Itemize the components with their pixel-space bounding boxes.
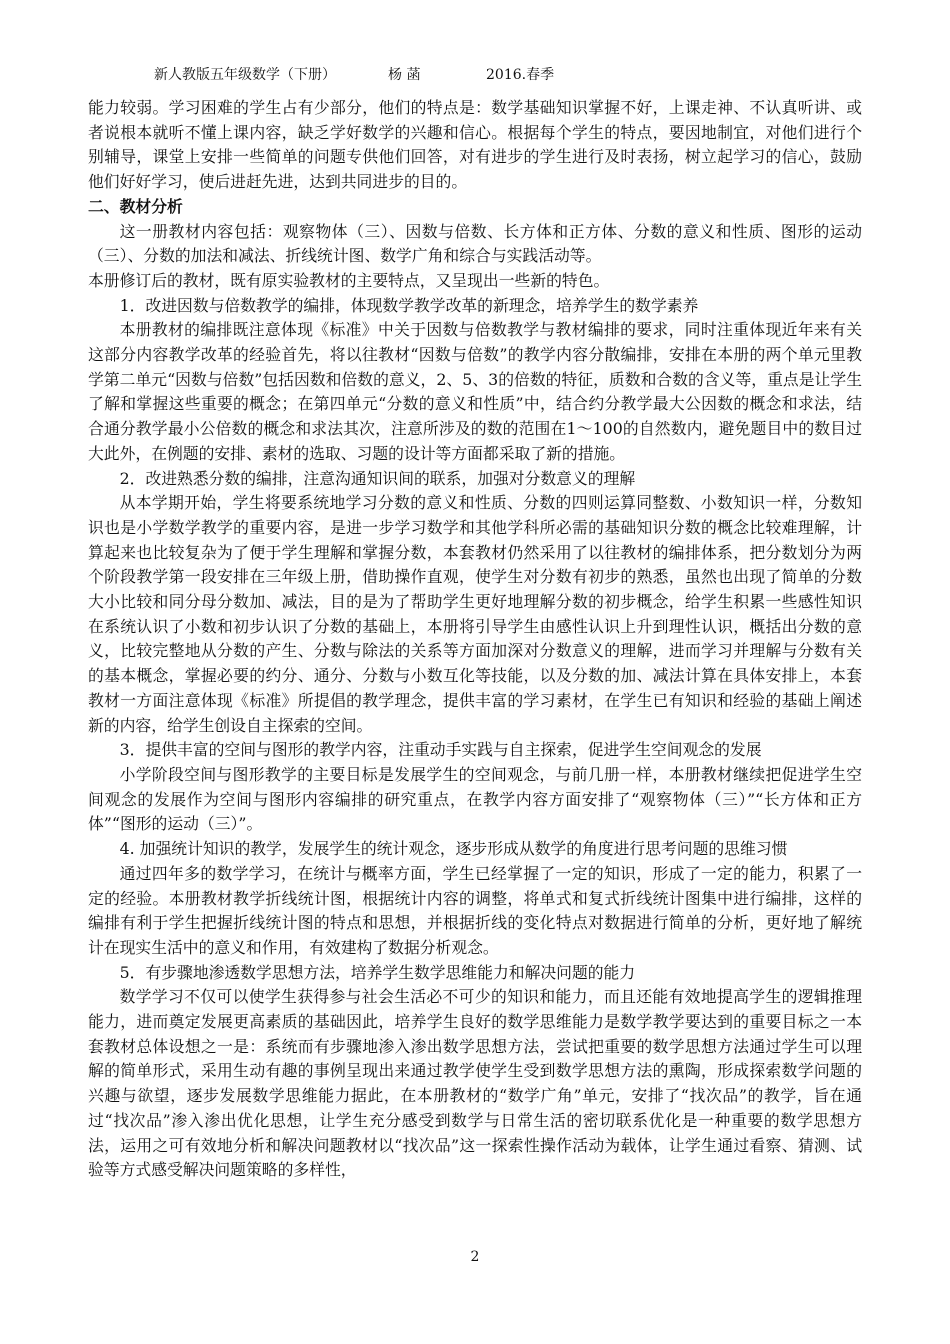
page-header — [0, 64, 950, 86]
section-heading-textbook-analysis: 二、教材分析 — [88, 196, 183, 216]
paragraph-contents: 这一册教材内容包括：观察物体（三）、因数与倍数、长方体和正方体、分数的意义和性质、图形的运动（三）、分数的加法和减法、折线统计图、数学广角和综合与实践活动等。 — [88, 221, 862, 266]
paragraph-statistics: 通过四年多的数学学习，在统计与概率方面，学生已经掌握了一定的知识，形成了一定的能力，积累了一定的经验。本册教材教学折线统计图，根据统计内容的调整，将单式和复式折线统计图集中进行编排，这样的编排有利于学生把握折线统计图的特点和思想，并根据折线的变化特点对数据进行简单的分析，更好地了解统计在现实生活中的意义和作用，有效建构了数据分析观念。 — [88, 863, 862, 957]
header-term: 2016.春季 — [486, 67, 555, 83]
paragraph-space-geometry: 小学阶段空间与图形教学的主要目标是发展学生的空间观念，与前几册一样，本册教材继续把促进学生空间观念的发展作为空间与图形内容编排的研究重点，在教学内容方面安排了“观察物体（三）”“长方体和正方体”“图形的运动（三）”。 — [88, 764, 862, 834]
subheading-4: 4. 加强统计知识的教学，发展学生的统计观念，逐步形成从数学的角度进行思考问题的思维习惯 — [119, 839, 788, 859]
paragraph-features-intro: 本册修订后的教材，既有原实验教材的主要特点，又呈现出一些新的特色。 — [88, 270, 610, 290]
subheading-3: 3．提供丰富的空间与图形的教学内容，注重动手实践与自主探索，促进学生空间观念的发展 — [119, 740, 762, 760]
subheading-1: 1．改进因数与倍数教学的编排，体现数学教学改革的新理念，培养学生的数学素养 — [119, 295, 699, 315]
subheading-2: 2．改进熟悉分数的编排，注意沟通知识间的联系，加强对分数意义的理解 — [119, 468, 636, 488]
paragraph-fractions: 从本学期开始，学生将要系统地学习分数的意义和性质、分数的四则运算同整数、小数知识一样，分数知识也是小学数学教学的重要内容，是进一步学习数学和其他学科所必需的基础知识分数的概念比较难理解，计算起来也比较复杂为了便于学生理解和掌握分数，本套教材仍然采用了以往教材的编排体系，把分数划分为两个阶段教学第一段安排在三年级上册，借助操作直观，使学生对分数有初步的熟悉，虽然也出现了简单的分数大小比较和同分母分数加、减法，目的是为了帮助学生更好地理解分数的初步概念，给学生积累一些感性知识在系统认识了小数和初步认识了分数的基础上，本册将引导学生由感性认识上升到理性认识，概括出分数的意义，比较完整地从分数的产生、分数与除法的关系等方面加深对分数意义的理解，进而学习并理解与分数有关的基本概念，掌握必要的约分、通分、分数与小数互化等技能，以及分数的加、减法计算在具体安排上，本套教材一方面注意体现《标准》所提倡的教学理念，提供丰富的学习素材，在学生已有知识和经验的基础上阐述新的内容，给学生创设自主探索的空间。 — [88, 493, 862, 735]
header-author: 杨 菡 — [388, 67, 421, 83]
subheading-5: 5．有步骤地渗透数学思想方法，培养学生数学思维能力和解决问题的能力 — [119, 962, 636, 982]
page-number: 2 — [470, 1249, 480, 1265]
header-book-title: 新人教版五年级数学（下册） — [154, 67, 336, 83]
paragraph-student-analysis-end: 能力较弱。学习困难的学生占有少部分，他们的特点是：数学基础知识掌握不好，上课走神、不认真听讲、或者说根本就听不懂上课内容，缺乏学好数学的兴趣和信心。根据每个学生的特点，要因地制宜，对他们进行个别辅导，课堂上安排一些简单的问题专供他们回答，对有进步的学生进行及时表扬，树立起学习的信心，鼓励他们好好学习，使后进赶先进，达到共同进步的目的。 — [88, 98, 862, 192]
paragraph-math-thinking: 数学学习不仅可以使学生获得参与社会生活必不可少的知识和能力，而且还能有效地提高学生的逻辑推理能力，进而奠定发展更高素质的基础因此，培养学生良好的数学思维能力是数学教学要达到的重要目标之一本套教材总体设想之一是：系统而有步骤地渗入渗出数学思想方法，尝试把重要的数学思想方法通过学生可以理解的简单形式，采用生动有趣的事例呈现出来通过教学使学生受到数学思想方法的熏陶，形成探索数学问题的兴趣与欲望，逐步发展数学思维能力据此，在本册教材的“数学广角”单元，安排了“找次品”的教学，旨在通过“找次品”渗入渗出优化思想，让学生充分感受到数学与日常生活的密切联系优化是一种重要的数学思想方法，运用之可有效地分析和解决问题教材以“找次品”这一探索性操作活动为载体，让学生通过看察、猜测、试验等方式感受解决问题策略的多样性， — [88, 987, 862, 1180]
paragraph-factors-multiples: 本册教材的编排既注意体现《标准》中关于因数与倍数教学与教材编排的要求，同时注重体现近年来有关这部分内容教学改革的经验首先，将以往教材“因数与倍数”的教学内容分散编排，安排在本册的两个单元里教学第二单元“因数与倍数”包括因数和倍数的意义，2、5、3的倍数的特征，质数和合数的含义等，重点是让学生了解和掌握这些重要的概念；在第四单元“分数的意义和性质”中，结合约分教学最大公因数的概念和求法，结合通分教学最小公倍数的概念和求法其次，注意所涉及的数的范围在1～100的自然数内，避免题目中的数目过大此外，在例题的安排、素材的选取、习题的设计等方面都采取了新的措施。 — [88, 320, 862, 463]
document-body — [88, 96, 862, 1183]
